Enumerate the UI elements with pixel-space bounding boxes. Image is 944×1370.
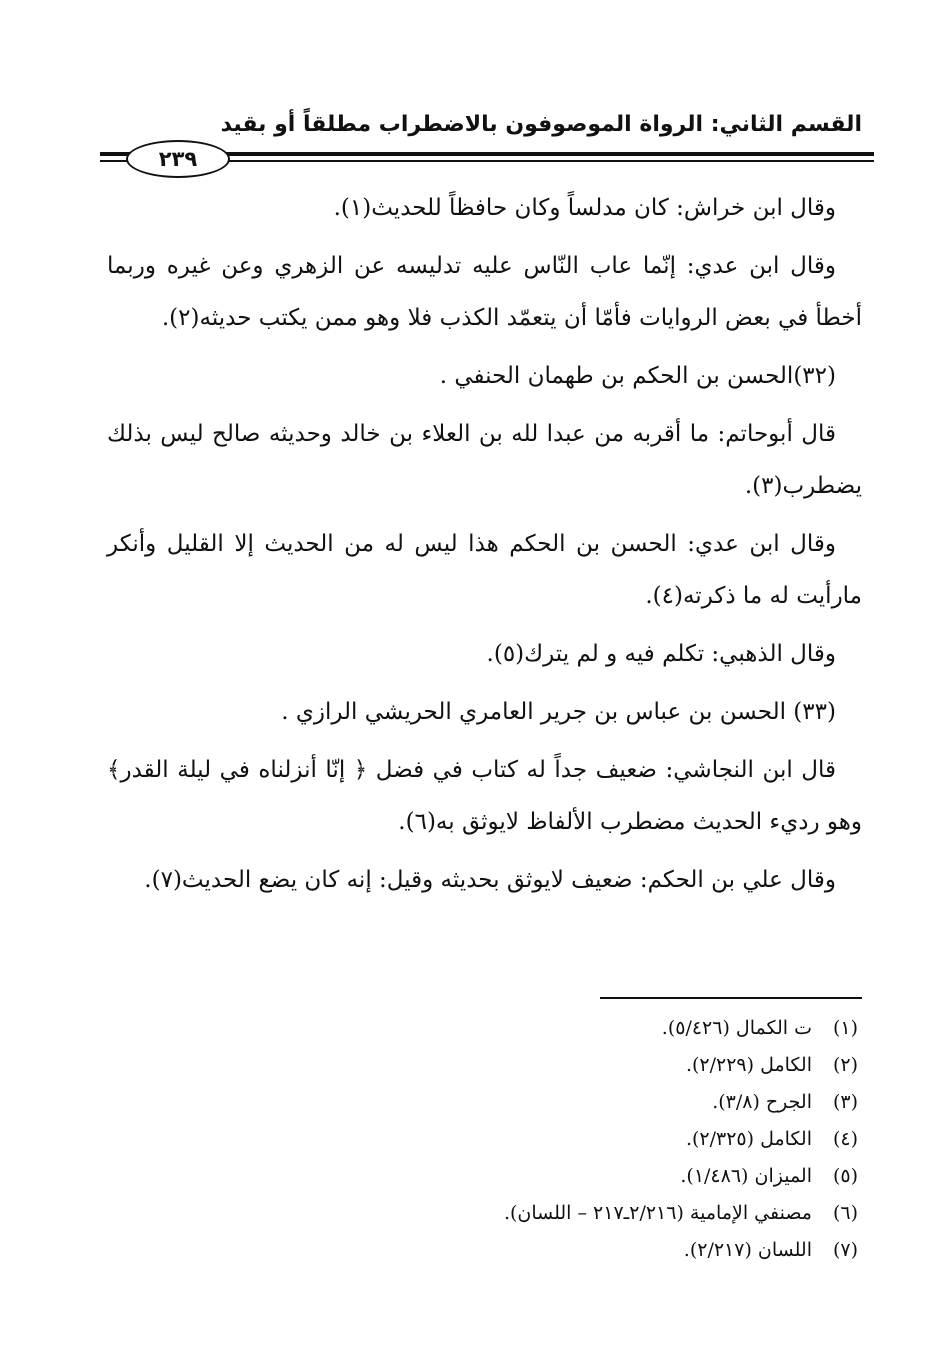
footnote-number: (٤) xyxy=(832,1128,858,1150)
footnote xyxy=(98,1158,858,1195)
footnote xyxy=(98,1232,858,1269)
footnote xyxy=(98,1195,858,1232)
narrator-entry-heading: (٣٢)الحسن بن الحكم بن طهمان الحنفي . xyxy=(439,363,836,389)
paragraph xyxy=(107,408,862,512)
footnote-text: مصنفي الإمامية (٢/٢١٦ـ٢١٧ – اللسان). xyxy=(503,1202,812,1224)
footnote-text: الميزان (١/٤٨٦). xyxy=(680,1165,812,1187)
footnote-number: (١) xyxy=(832,1017,858,1039)
footnote-number: (٦) xyxy=(832,1202,858,1224)
footnote xyxy=(98,1121,858,1158)
footnote-text: الكامل (٢/٣٢٥). xyxy=(685,1128,812,1150)
footnote-number: (٣) xyxy=(832,1091,858,1113)
paragraph-text: وقال ابن عدي: الحسن بن الحكم هذا ليس له من الحديث إلا القليل وأنكر مارأيت له ما ذكرته(٤). xyxy=(107,531,862,609)
footnotes-list xyxy=(98,1010,858,1269)
paragraph-text: وقال الذهبي: تكلم فيه و لم يترك(٥). xyxy=(486,641,836,667)
paragraph-text: قال أبوحاتم: ما أقربه من عبدا لله بن العلاء بن خالد وحديثه صالح ليس بذلك يضطرب(٣). xyxy=(107,421,862,499)
paragraph xyxy=(107,854,862,906)
footnote-text: الجرح (٣/٨). xyxy=(712,1091,812,1113)
footnote xyxy=(98,1047,858,1084)
paragraph xyxy=(107,744,862,848)
footnote xyxy=(98,1084,858,1121)
paragraph-text: وقال ابن عدي: إنّما عاب النّاس عليه تدليسه عن الزهري وعن غيره وربما أخطأ في بعض الروايات فأمّا أن يتعمّد الكذب فلا وهو ممن يكتب حديثه(٢). xyxy=(107,253,862,331)
paragraph-text: قال ابن النجاشي: ضعيف جداً له كتاب في فضل ﴿ إنّا أنزلناه في ليلة القدر﴾ وهو رديء الحديث مضطرب الألفاظ لايوثق به(٦). xyxy=(107,757,862,835)
footnote-text: اللسان (٢/٢١٧). xyxy=(683,1239,812,1261)
paragraph xyxy=(107,628,862,680)
footnote-text: ت الكمال (٥/٤٢٦). xyxy=(661,1017,812,1039)
footnote-number: (٧) xyxy=(832,1239,858,1261)
paragraph xyxy=(107,182,862,234)
footnote-text: الكامل (٢/٢٢٩). xyxy=(685,1054,812,1076)
paragraph xyxy=(107,240,862,344)
narrator-entry-heading: (٣٣) الحسن بن عباس بن جرير العامري الحريشي الرازي . xyxy=(281,699,836,725)
footnote xyxy=(98,1010,858,1047)
footnote-number: (٥) xyxy=(832,1165,858,1187)
footnote-separator xyxy=(600,997,862,999)
paragraph-text: وقال علي بن الحكم: ضعيف لايوثق بحديثه وقيل: إنه كان يضع الحديث(٧). xyxy=(144,867,836,893)
main-text xyxy=(107,182,862,912)
paragraph xyxy=(107,518,862,622)
paragraph-text: وقال ابن خراش: كان مدلساً وكان حافظاً للحديث(١). xyxy=(333,195,836,221)
footnote-number: (٢) xyxy=(832,1054,858,1076)
page-number: ٢٣٩ xyxy=(126,140,230,178)
running-title: القسم الثاني: الرواة الموصوفون بالاضطراب مطلقاً أو بقيد xyxy=(220,112,862,137)
